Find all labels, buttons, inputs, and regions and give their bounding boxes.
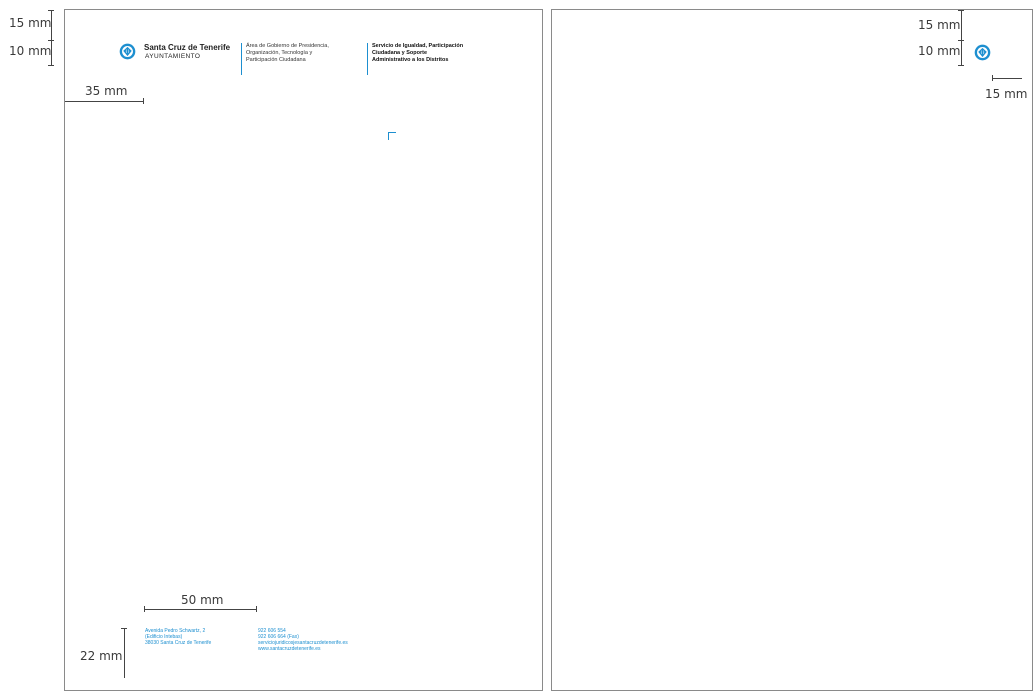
area-text: [246, 43, 329, 64]
dim-tick: [144, 606, 145, 612]
service-text: [372, 43, 463, 64]
address-line: 38030 Santa Cruz de Tenerife: [145, 640, 212, 646]
dim-right-side-margin: 15 mm: [985, 87, 1028, 101]
dim-tick: [48, 65, 54, 66]
dim-tick: [958, 40, 964, 41]
area-line: Organización, Tecnología y: [246, 50, 313, 56]
dim-left-logo-height: 10 mm: [9, 44, 52, 58]
dim-tick: [48, 10, 54, 11]
dim-footer-width-line: [144, 609, 257, 610]
dim-tick: [48, 40, 54, 41]
header-separator: [367, 43, 368, 75]
service-line: Ciudadana y Soporte: [372, 50, 428, 56]
dim-right-top-margin: 15 mm: [918, 18, 961, 32]
dim-tick: [256, 606, 257, 612]
address-window-corner-mark: [388, 132, 396, 140]
dim-tick: [143, 98, 144, 104]
dim-right-side-line: [992, 78, 1022, 79]
dim-tick: [958, 10, 964, 11]
dim-tick: [121, 628, 127, 629]
dim-tick: [992, 75, 993, 81]
dim-footer-width: 50 mm: [181, 593, 224, 607]
dim-right-logo-height: 10 mm: [918, 44, 961, 58]
dim-tick: [958, 65, 964, 66]
contact-line: 922 606 664 (Fax): [258, 634, 299, 640]
contact-line: 922 606 554: [258, 628, 286, 634]
brand-name: Santa Cruz de Tenerife: [144, 43, 231, 52]
city-shield-logo-icon: [119, 43, 136, 60]
city-shield-logo-icon: [974, 44, 991, 61]
dim-left-margin-line: [65, 101, 144, 102]
service-line: Administrativo a los Distritos: [372, 57, 449, 63]
header-separator: [241, 43, 242, 75]
address-line: Avenida Pedro Schwartz, 2: [145, 628, 206, 634]
service-line: Servicio de Igualdad, Participación: [372, 43, 464, 49]
area-line: Área de Gobierno de Presidencia,: [246, 43, 329, 49]
dim-right-vertical-line: [961, 10, 962, 66]
contact-line: serviciojuridicosjesantacruzdetenerife.es: [258, 640, 348, 646]
brand-subtitle: AYUNTAMIENTO: [145, 53, 201, 60]
dim-left-top-margin: 15 mm: [9, 16, 52, 30]
address-line: (Edificio Intebas): [145, 634, 183, 640]
dim-left-margin: 35 mm: [85, 84, 128, 98]
contact-line: www.santacruzdetenerife.es: [258, 646, 321, 652]
continuation-page: [551, 9, 1033, 691]
dim-footer-bottom: 22 mm: [80, 649, 123, 663]
area-line: Participación Ciudadana: [246, 57, 306, 63]
dim-left-vertical-line: [51, 10, 52, 66]
dim-footer-bottom-line: [124, 628, 125, 678]
footer-contact: [258, 628, 348, 652]
footer-address: [145, 628, 211, 646]
letterhead-page: [64, 9, 543, 691]
